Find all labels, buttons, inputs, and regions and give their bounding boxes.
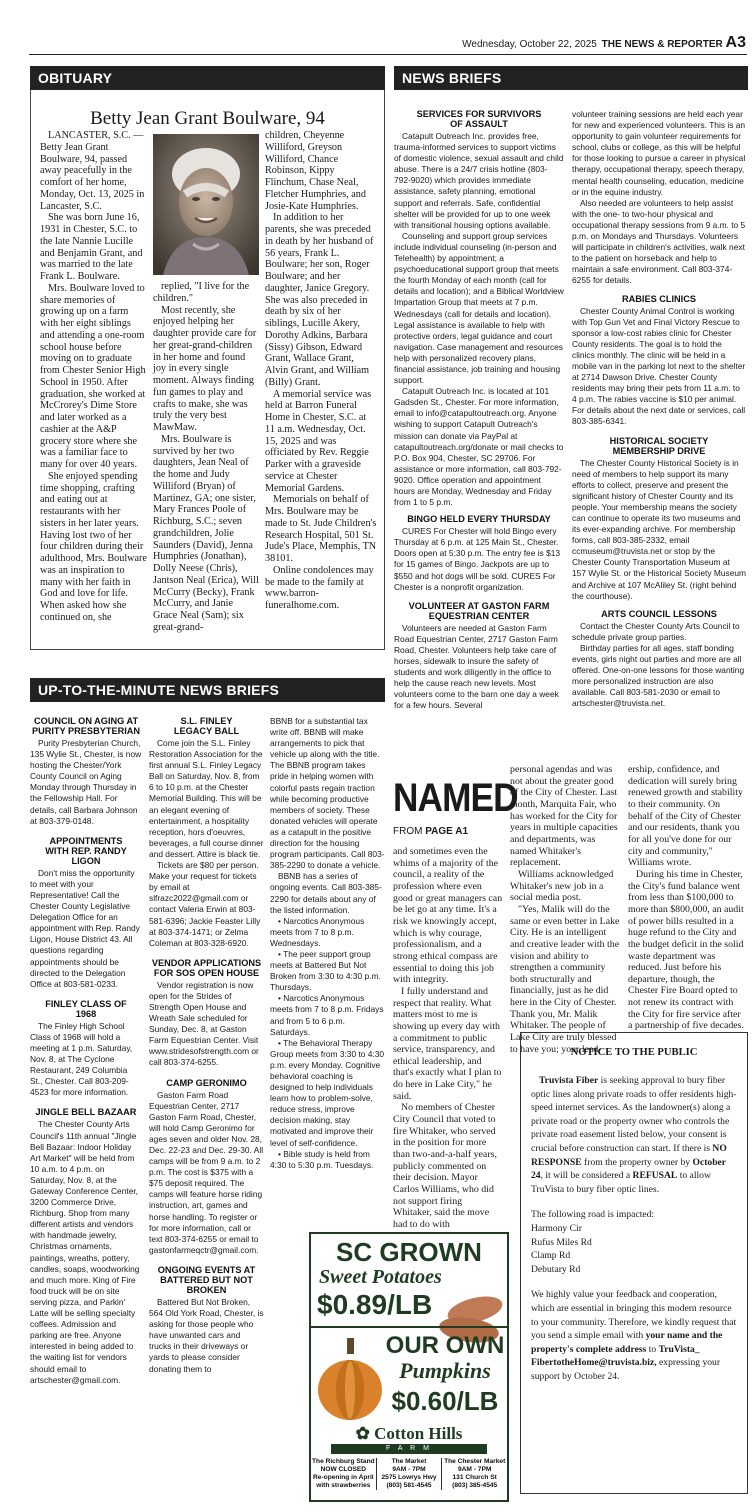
location-chester	[442, 1458, 507, 1490]
loc-line: The Richburg Stand	[312, 1458, 375, 1465]
brief-para: Volunteers are needed at Gaston Farm Road Equestrian Center, 2717 Gaston Farm Road, Chester. Volunteers help take care of horses, sidewalk to insure the safety of students and work diligently in the office to help the cause reach new levels. Most volunteers come to the barn one day a week for a few hours. Several	[394, 622, 559, 711]
loc-line: Re-opening in April	[313, 1474, 374, 1481]
named-from-line	[393, 826, 468, 837]
utm-col-2	[149, 716, 264, 1486]
ad-sc-grown: SC GROWN	[336, 1237, 482, 1267]
geronimo-heading: CAMP GERONIMO	[166, 1077, 247, 1088]
pumpkin-illustration	[315, 1334, 385, 1424]
brief-para: Vendor registration is now open for the Strides of Strength Open House and Wreath Sale scheduled for Sunday, Dec. 8, at Gaston Farm Equestrian Center. Visit www.stridesofstrength.com or call 803-374-6255.	[149, 979, 259, 1068]
obituary-photo	[153, 134, 259, 275]
road-item: Harmony Cir	[531, 1222, 582, 1234]
brief-para: • Narcotics Anonymous meets from 7 to 8 p.m. Wednesdays.	[270, 915, 365, 948]
cotton-icon: ✿	[355, 1424, 370, 1443]
header-paper: THE NEWS & REPORTER	[601, 39, 723, 50]
council-heading: COUNCIL ON AGING AT PURITY PRESBYTERIAN	[31, 716, 141, 736]
loc-line: The Chester Market	[444, 1458, 506, 1465]
brief-para: Birthday parties for all ages, staff bonding events, girls night out parties and more are all offered. One-on-one lessons for those wanting more personalized instruction are also available. Call 803-581-2030 or email to artschester@truvista.net.	[572, 642, 745, 709]
named-col-1	[393, 846, 503, 1230]
brief-para: Gaston Farm Road Equestrian Center, 2717 Gaston Farm Road, Chester, will hold Camp Geronimo for ages seven and older Nov. 28, Dec. 22-23 and Dec. 29-30. All camps will be from 9 a.m. to 2 p.m. The cost is $375 with a $75 deposit required. The camps will feature horse riding instruction, art, games and horse handling. To register or for more information, call or text 803-374-6255 or email to gastonfarmeqctr@gmail.com.	[149, 1089, 264, 1255]
historical-heading: HISTORICAL SOCIETY MEMBERSHIP DRIVE	[609, 435, 709, 456]
brief-para: Also needed are volunteers to help assist with the one- to two-hour physical and occupational therapy sessions from 9 a.m. to 5 p.m. on Mondays and Thursdays. Volunteers will participate in children's activities, walk next to the patient on horseback and help to maintain a safe environment. Call 803-374-6255 for details.	[572, 197, 746, 286]
loc-line: (803) 581-4545	[386, 1482, 432, 1489]
obituary-col-3	[265, 130, 377, 650]
portrait-image	[153, 134, 259, 275]
notice-text: to	[646, 1343, 659, 1355]
ad-divider	[311, 1326, 507, 1328]
obit-para: children, Cheyenne Williford, Greyson Williford, Chance Robinson, Kippy Flinchum, Chase Neal, Fletcher Humphries, and Josie-Kate Humphries.	[265, 130, 366, 212]
farm-ad	[309, 1232, 509, 1502]
page-header	[0, 34, 746, 52]
brief-para: volunteer training sessions are held each year for new and experienced volunteers. This is an opportunity to gain volunteer requirements for school, clubs or college, as this will be helpful for those looking to pursue a career in physical therapy, occupational therapy, speech therapy, mental health counseling, education, medicine or in the equine industry.	[572, 109, 746, 197]
named-para: Williams acknowledged Whitaker's new job in a social media post.	[510, 868, 614, 904]
notice-bold: TruVista_ FibertotheHome@truvista.biz,	[531, 1343, 700, 1369]
obit-para: In addition to her parents, she was preceded in death by her husband of 56 years, Frank L. Boulware; her son, Roger Boulware; and her daughter, Janice Gregory. She was also preceded in death by six of her siblings, Lucille Akery, Dorothy Adkins, Barbara (Sissy) Gibson, Edward Grant, Wallace Grant, Alvin Grant, and William (Billy) Grant.	[265, 212, 374, 388]
brief-para: • The Behavioral Therapy Group meets from 3:30 to 4:30 p.m. every Monday. Cognitive behavioral coaching is designed to help individuals learn how to problem-solve, reduce stress, improve decision making, stay motivated and improve their level of self-confidence.	[270, 1037, 385, 1148]
obit-para: LANCASTER, S.C. — Betty Jean Grant Boulware, 94, passed away peacefully in the comfort of her home, Monday, Oct. 13, 2025 in Lancaster, S.C.	[40, 130, 145, 212]
loc-line: (803) 385-4545	[452, 1482, 498, 1489]
brief-para: The Chester County Arts Council's 11th annual "Jingle Bell Bazaar: Indoor Holiday Art Market" will be held from 10 a.m. to 4 p.m. on Saturday, Nov. 8, at the Gateway Conference Center, 3200 Commerce Drive, Richburg. Shop from many different artists and vendors with handmade jewelry, Christmas ornaments, paintings, wreaths, pottery, candles, soaps, woodworking and much more. King of Fire food truck will be on site serving pizza, and Parkin' Latte will be selling specialty coffees. Admission and parking are free. Anyone interested in being added to the waiting list for vendors should email to artschester@gmail.com.	[30, 1119, 140, 1385]
brief-para: BBNB has a series of ongoing events. Call 803-385-2290 for details about any of the listed information.	[270, 871, 382, 915]
public-notice	[520, 1032, 748, 1494]
brief-para: The Finley High School Class of 1968 will hold a meeting at 1 p.m. Saturday, Nov. 8, at The Cyclone Restaurant, 249 Columbia St., Chester. Call 803-209-4523 for more information.	[30, 1020, 133, 1098]
news-briefs-section-bar: NEWS BRIEFS	[394, 66, 748, 90]
notice-bold: NO RESPONSE	[531, 1142, 727, 1168]
rabies-heading: RABIES CLINICS	[621, 293, 697, 304]
ongoing-heading: ONGOING EVENTS AT BATTERED BUT NOT BROKEN	[157, 1264, 256, 1295]
brief-para: BBNB for a substantial tax write off. BBNB will make arrangements to pick that vehicle up along with the title. The BBNB program takes pride in helping women with colorful pasts regain traction while becoming productive members of society. These donated vehicles will operate as a catapult in the positive direction for the housing program participants. Call 803-385-2290 to donate a vehicle.	[270, 716, 385, 871]
obit-para: Mrs. Boulware is survived by her two daughters, Jean Neal of the home and Judy Williford (Bryan) of Martinez, GA; one sister, Mary Frances Poole of Richburg, S.C.; seven grandchildren, Jolie Saunders (David), Jenna Humphries (Jonathan), Dolly Neese (Chris), Jantson Neal (Erica), Will McCurry (Becky), Frank McCurry, and Janie Grace Neal (Sam); six great-grand-	[153, 433, 259, 633]
notice-text: expressing your support by October 24.	[531, 1357, 721, 1382]
arts-heading: ARTS COUNCIL LESSONS	[601, 608, 717, 619]
loc-line: with strawberries	[316, 1482, 371, 1489]
ad-price-potatoes: $0.89/LB	[317, 1289, 433, 1320]
obituary-section-bar: OBITUARY	[30, 66, 385, 90]
obit-para: She enjoyed spending time shopping, crafting and eating out at restaurants with her sisters in her later years. Having lost two of her four children during their adulthood, Mrs. Boulware was an inspiration to many with her faith in God and love for life. When asked how she continued on, she	[40, 470, 147, 623]
obit-para: Mrs. Boulware loved to share memories of growing up on a farm with her eight siblings and attending a one-room school house before moving on to graduate from Chester Senior High School in 1950. After graduation, she worked at McCrorey's Dime Store and later worked as a cashier at the A&P grocery store where she was a familiar face to many for over 40 years.	[40, 282, 146, 470]
brief-para: Tickets are $80 per person. Make your request for tickets by email at slfrazc2022@gmail.com or contact Valeria Erwin at 803-581-6396; Jackie Feaster Lilly at 803-374-1471; or Zelma Coleman at 803-328-6920.	[149, 860, 261, 948]
utm-col-3	[270, 716, 385, 1276]
ad-price-pumpkins: $0.60/LB	[391, 1386, 499, 1416]
brief-para: Chester County Animal Control is working with Top Gun Vet and Final Victory Rescue to sponsor a low-cost rabies clinic for Chester County residents. The goal is to hold the clinics monthly. The clinic will be held in a mobile van in the parking lot next to the shelter at 2714 Dawson Drive. Chester County residents may bring their pets from 11 a.m. to 4 p.m. The rabies vaccine is $10 per animal. For details about the next date or services, call 803-385-6341.	[572, 305, 746, 427]
finley-heading: FINLEY CLASS OF 1968	[45, 998, 127, 1019]
ad-brand-sub-text: F A R M	[386, 1445, 432, 1452]
ad-locations	[311, 1458, 507, 1490]
loc-line: 9AM - 7PM	[458, 1466, 492, 1473]
road-item: Clamp Rd	[531, 1250, 571, 1262]
notice-text: We highly value your feedback and cooperation, which are essential in bringing this modern resource to your community. Therefore, we kindly request that you send a simple email with	[531, 1289, 737, 1342]
notice-bold: October 24	[531, 1156, 726, 1182]
bingo-heading: BINGO HELD EVERY THURSDAY	[407, 514, 551, 525]
ad-brand-name: Cotton Hills	[374, 1424, 463, 1443]
legacy-heading: S.L. FINLEY LEGACY BALL	[173, 716, 240, 736]
notice-bold: REFUSAL	[632, 1170, 678, 1182]
utm-col-1	[30, 716, 142, 1486]
named-para: personal agendas and was not about the greater good of the City of Chester. Last month, Marquita Fair, who has worked for the City for years in multiple capacities and departments, was named Whitaker's replacement.	[510, 764, 618, 869]
brief-para: Counseling and support group services include individual counseling (in-person and Telehealth) by appointment; a psychoeducational support group that meets the fourth Monday of each month (call for details and location); and a Biblical Worldview Impartation Group that meets at 7 p.m. Wednesdays (call for details and location). Legal assistance is available to help with protective orders, legal guidance and court navigation. Case management and resources help with personalized recovery plans, financial assistance, job training and housing support.	[394, 230, 564, 386]
notice-title: NOTICE TO THE PUBLIC	[570, 1047, 698, 1058]
ad-brand-sub	[331, 1444, 487, 1454]
notice-text: to allow TruVista to bury fiber optic lines.	[531, 1170, 711, 1195]
notice-road-list	[531, 1222, 737, 1276]
obit-para: replied, "I live for the children."	[153, 281, 250, 304]
services-heading: SERVICES FOR SURVIVORS OF ASSAULT	[416, 109, 542, 129]
brief-para: The Chester County Historical Society is in need of members to help support its many efforts to collect, preserve and present the significant history of Chester County and its people. Your membership means the society can continue to operate its two museums and its ever-expanding archive. For membership forms, call 803-385-2332, email ccmuseum@truvista.net or stop by the Chester County Transportation Museum at 157 Wylie St. or the Historical Society Museum and Archive at 107 McAliley St. (right behind the courthouse).	[572, 457, 747, 601]
from-page: PAGE A1	[425, 826, 469, 837]
obit-para: Most recently, she enjoyed helping her daughter provide care for her great-grand-children in her home and found joy in every single moment. Always finding fun games to play and crafts to make, she was truly the very best MawMaw.	[153, 304, 257, 433]
loc-line: 9AM - 7PM	[392, 1466, 426, 1473]
notice-text: is seeking approval to bury fiber optic lines along private roads to offer residents high-speed internet services. As the landowner(s) along a private road or the property owner who controls the private road easement listed below, your consent is crucial before construction can start. If there is	[531, 1075, 737, 1154]
notice-para-1	[531, 1074, 737, 1196]
obit-para: Memorials on behalf of Mrs. Boulware may be made to St. Jude Children's Research Hospital, 501 St. Jude's Place, Memphis, TN 38101.	[265, 494, 377, 564]
brief-para: • Narcotics Anonymous meets from 7 to 8 p.m. Fridays and from 5 to 6 p.m. Saturdays.	[270, 993, 384, 1037]
ad-sweet-potatoes: Sweet Potatoes	[319, 1266, 442, 1288]
named-para: No members of Chester City Council that voted to fire Whitaker, who served in the position for more than two-and-a-half years, publicly commented on their decision. Mayor Carlos Williams, who did not support firing Whitaker, said the move had to do with	[393, 1102, 497, 1230]
ad-brand	[311, 1424, 507, 1444]
named-para: ership, confidence, and dedication will surely bring renewed growth and stability to their community. On behalf of the City of Chester and our residents, thank you for all you've done for our city and community," Williams wrote.	[628, 764, 743, 869]
vendor-heading: VENDOR APPLICATIONS FOR SOS OPEN HOUSE	[151, 957, 262, 978]
obituary-col-1	[40, 130, 148, 650]
loc-line: 2575 Lowrys Hwy	[381, 1474, 437, 1481]
loc-line: 131 Church St	[452, 1474, 497, 1481]
location-market	[376, 1458, 443, 1490]
obit-para: She was born June 16, 1931 in Chester, S.C. to the late Nannie Lucille and Benjamin Grant, and was married to the late Frank L. Boulware.	[40, 212, 143, 282]
location-richburg	[311, 1458, 376, 1490]
header-date: Wednesday, October 22, 2025	[462, 39, 597, 50]
named-col-3	[628, 764, 744, 1032]
named-para: During his time in Chester, the City's fund balance went from less than $100,000 to more than $800,000, an audit of power bills resulted in a huge refund to the City and the budget deficit in the solid waste department was reduced. Just before his departure, though, the Chester Fire Board opted to not renew its contract with the City for fire service after a partnership of five decades.	[628, 868, 744, 1032]
named-title: NAMED	[393, 776, 518, 820]
notice-para-2: The following road is impacted:	[531, 1209, 655, 1221]
brief-para: Contact the Chester County Arts Council to schedule private group parties.	[572, 620, 740, 642]
loc-line: The Market	[391, 1458, 427, 1465]
notice-bold: Truvista Fiber	[539, 1075, 599, 1086]
notice-para-3	[531, 1288, 737, 1383]
loc-line: NOW CLOSED	[320, 1466, 367, 1473]
named-para: "Yes, Malik will do the same or even better in Lake City. He is an intelligent and creative leader with the vision and ability to strengthen a community both structurally and financially, just as he did here in the City of Chester. Thank you, Mr. Malik Whitaker. The people of Lake City are truly blessed to have you; your lead-	[510, 903, 620, 1055]
header-page-number: A3	[725, 34, 746, 51]
brief-para: Come join the S.L. Finley Restoration Association for the first annual S.L. Finley Legacy Ball on Saturday, Nov. 8, from 6 to 10 p.m. at the Chester Memorial Building. This will be an elegant evening of entertainment, a hospitality reception, hors d'oeuvres, beverages, a full course dinner and dessert. Attire is black tie.	[149, 738, 264, 859]
volunteer-heading: VOLUNTEER AT GASTON FARM EQUESTRIAN CENTER	[408, 600, 550, 621]
ad-our-own: OUR OWN	[385, 1332, 505, 1359]
obit-para: Online condolences may be made to the family at www.barron-funeralhome.com.	[265, 564, 374, 611]
ad-pumpkins: Pumpkins	[399, 1358, 491, 1383]
road-item: Rufus Miles Rd	[531, 1236, 592, 1248]
notice-text: , it will be considered a	[540, 1170, 633, 1182]
from-label: FROM	[393, 826, 423, 837]
brief-para: Catapult Outreach Inc. is located at 101 Gadsden St., Chester. For more information, email to info@catapultoutreach.org. Anyone wishing to support Catapult Outreach's mission can donate via PayPal at catapultoutreach.org/donate or mail checks to P.O. Box 904, Chester, SC 29706. For assistance or more information, call 803-792-9020. Office operation and appointment hours are Monday, Wednesday and Friday from 1 to 5 p.m.	[394, 386, 564, 508]
road-item: Debutary Rd	[531, 1263, 581, 1275]
brief-para: Catapult Outreach Inc. provides free, trauma-informed services to support victims of domestic violence, sexual assault and child abuse. There is a 24/7 crisis hotline (803-792-9020) which provides immediate assistance, safety planning, emotional support and referrals. Safe, confidential shelter will be provided for up to one week with transitional housing options available.	[394, 131, 564, 230]
obit-para: A memorial service was held at Barron Funeral Home in Chester, S.C. at 11 a.m. Wednesday, Oct. 15, 2025 and was officiated by Rev. Reggie Parker with a graveside service at Chester Memorial Gardens.	[265, 388, 372, 494]
brief-para: Battered But Not Broken, 564 Old York Road, Chester, is asking for those people who have unwanted cars and trucks in their driveways or yards to please consider donating them to	[149, 1296, 264, 1374]
brief-para: CURES For Chester will hold Bingo every Thursday at 6 p.m. at 125 Main St., Chester. Doors open at 5:30 p.m. The entry fee is $13 for 15 games of Bingo. Jackpots are up to $550 and hot dogs will be sold. CURES For Chester is a nonprofit organization.	[394, 526, 561, 592]
news-briefs-col-2	[572, 109, 747, 709]
brief-para: Don't miss the opportunity to meet with your Representative! Call the Chester County Legislative Delegation Office for an appointment with Rep. Randy Ligon, House District 43. All questions regarding appointments should be directed to the Delegation Office at 803-581-0233.	[30, 867, 140, 989]
obituary-title: Betty Jean Grant Boulware, 94	[90, 108, 325, 129]
jingle-heading: JINGLE BELL BAZAAR	[35, 1107, 137, 1118]
brief-para: Purity Presbyterian Church, 135 Wylie St., Chester, is now hosting the Chester/York County Council on Aging Monday through Thursday in the Fellowship Hall. For details, call Barbara Johnson at 803-379-0148.	[30, 738, 142, 826]
named-col-2	[510, 764, 622, 1055]
brief-para: • The peer support group meets at Battered But Not Broken from 3:30 to 4:30 p.m. Thursdays.	[270, 948, 381, 993]
named-para: I fully understand and respect that reality. What matters most to me is showing up every day with a commitment to public service, transparency, and ethical leadership, and that's exactly what I plan to do here in Lake City," he said.	[393, 985, 502, 1102]
appointments-heading: APPOINTMENTS WITH REP. RANDY LIGON	[45, 835, 127, 866]
up-to-minute-section-bar: UP-TO-THE-MINUTE NEWS BRIEFS	[30, 678, 385, 702]
notice-bold: your name and the property's complete address	[531, 1330, 723, 1355]
obituary-col-2	[153, 281, 259, 650]
brief-para: • Bible study is held from 4:30 to 5:30 p.m. Tuesdays.	[270, 1148, 374, 1170]
notice-text: from the property owner by	[581, 1156, 693, 1168]
news-briefs-col-1	[394, 109, 564, 711]
header-rule	[29, 54, 747, 55]
named-para: and sometimes even the whims of a majority of the council, a reality of the profession where even good or great managers can be let go at any time. It's a risk we knowingly accept, which is why courage, professionalism, and a strong ethical compass are essential to doing this job with integrity.	[393, 846, 503, 986]
